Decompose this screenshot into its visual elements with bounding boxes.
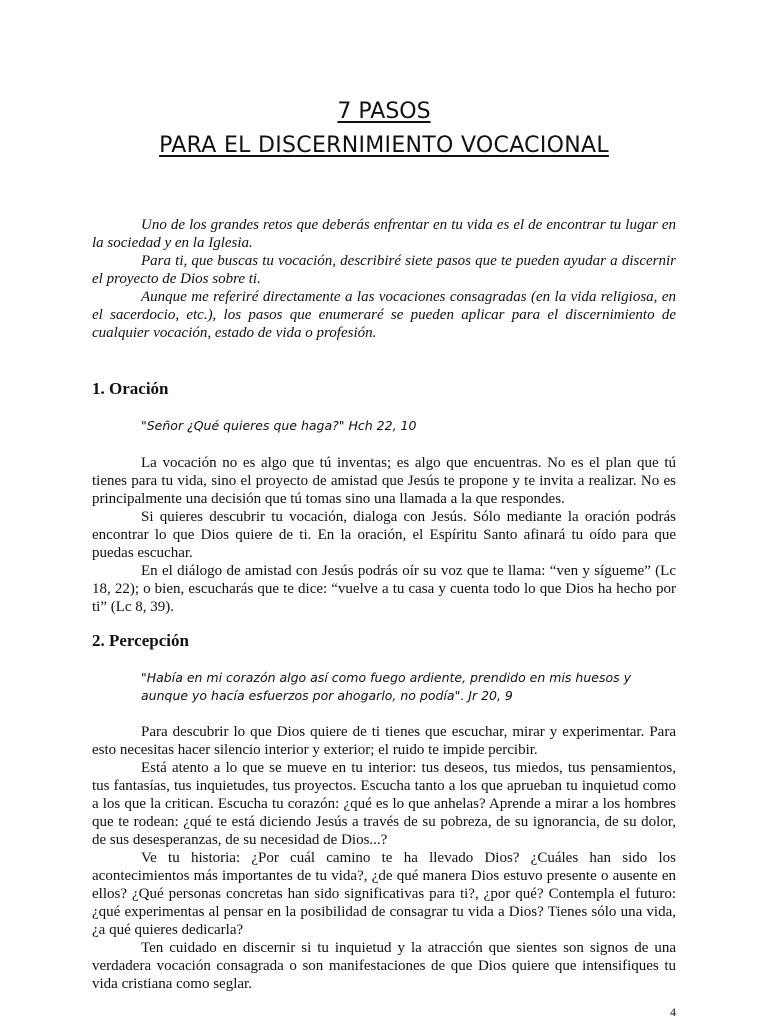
body-paragraph: La vocación no es algo que tú inventas; es algo que encuentras. No es el plan que tú tienes para tu vida, sino el proyecto de amistad que Jesús te propone y te invita a realizar. No es principalmente una decisión que tú tomas sino una llamada a la que respondes.	[92, 455, 676, 507]
intro-paragraph: Uno de los grandes retos que deberás enfrentar en tu vida es el de encontrar tu lugar en la sociedad y en la Iglesia.	[92, 217, 676, 251]
body-paragraph: En el diálogo de amistad con Jesús podrás oír su voz que te llama: “ven y sígueme” (Lc 18, 22); o bien, escucharás que te dice: “vuelve a tu casa y cuenta todo lo que Dios ha hecho por ti” (Lc 8, 39).	[92, 563, 676, 615]
section-body-percepcion	[92, 723, 676, 993]
body-paragraph: Ve tu historia: ¿Por cuál camino te ha llevado Dios? ¿Cuáles han sido los acontecimientos más importantes de tu vida?, ¿de qué manera Dios estuvo presente o ausente en ellos? ¿Qué personas concretas han sido significativas para ti?, ¿por qué? Contempla el futuro: ¿qué experimentas al pensar en la posibilidad de consagrar tu vida a Dios? Tienes sólo una vida, ¿a qué quieres dedicarla?	[92, 850, 676, 938]
document-title-line1: 7 PASOS	[337, 99, 431, 124]
body-paragraph: Está atento a lo que se mueve en tu interior: tus deseos, tus miedos, tus pensamientos, tus fantasías, tus inquietudes, tus proyectos. Escucha tanto a los que aprueban tu inquietud como a los que la critican. Escucha tu corazón: ¿qué es lo que anhelas? Aprende a mirar a los hombres que te rodean: ¿qué te está diciendo Jesús a través de su pobreza, de su ignorancia, de su dolor, de sus desesperanzas, de su necesidad de Dios...?	[92, 760, 676, 848]
section-heading-oracion: 1. Oración	[92, 379, 169, 398]
intro-section	[92, 216, 676, 342]
page-number: 4	[670, 1005, 676, 1019]
document-title-line2: PARA EL DISCERNIMIENTO VOCACIONAL	[159, 133, 609, 158]
section-body-oracion	[92, 454, 676, 616]
body-paragraph: Ten cuidado en discernir si tu inquietud y la atracción que sientes son signos de una verdadera vocación consagrada o son manifestaciones de que Dios quiere que intensifiques tu vida cristiana como seglar.	[92, 940, 676, 992]
section-heading-percepcion: 2. Percepción	[92, 631, 189, 650]
intro-paragraph: Aunque me referiré directamente a las vocaciones consagradas (en la vida religiosa, en el sacerdocio, etc.), los pasos que enumeraré se pueden aplicar para el discernimiento de cualquier vocación, estado de vida o profesión.	[92, 289, 676, 341]
body-paragraph: Si quieres descubrir tu vocación, dialoga con Jesús. Sólo mediante la oración podrás encontrar lo que Dios quiere de ti. En la oración, el Espíritu Santo afinará tu oído para que puedas escuchar.	[92, 509, 676, 561]
body-paragraph: Para descubrir lo que Dios quiere de ti tienes que escuchar, mirar y experimentar. Para esto necesitas hacer silencio interior y exterior; el ruido te impide percibir.	[92, 724, 676, 758]
section-quote: "Había en mi corazón algo así como fuego ardiente, prendido en mis huesos y aunque yo hacía esfuerzos por ahogarlo, no podía". Jr 20, 9	[141, 670, 631, 703]
section-quote: "Señor ¿Qué quieres que haga?" Hch 22, 10	[141, 418, 417, 433]
intro-paragraph: Para ti, que buscas tu vocación, describiré siete pasos que te pueden ayudar a discernir el proyecto de Dios sobre ti.	[92, 253, 676, 287]
